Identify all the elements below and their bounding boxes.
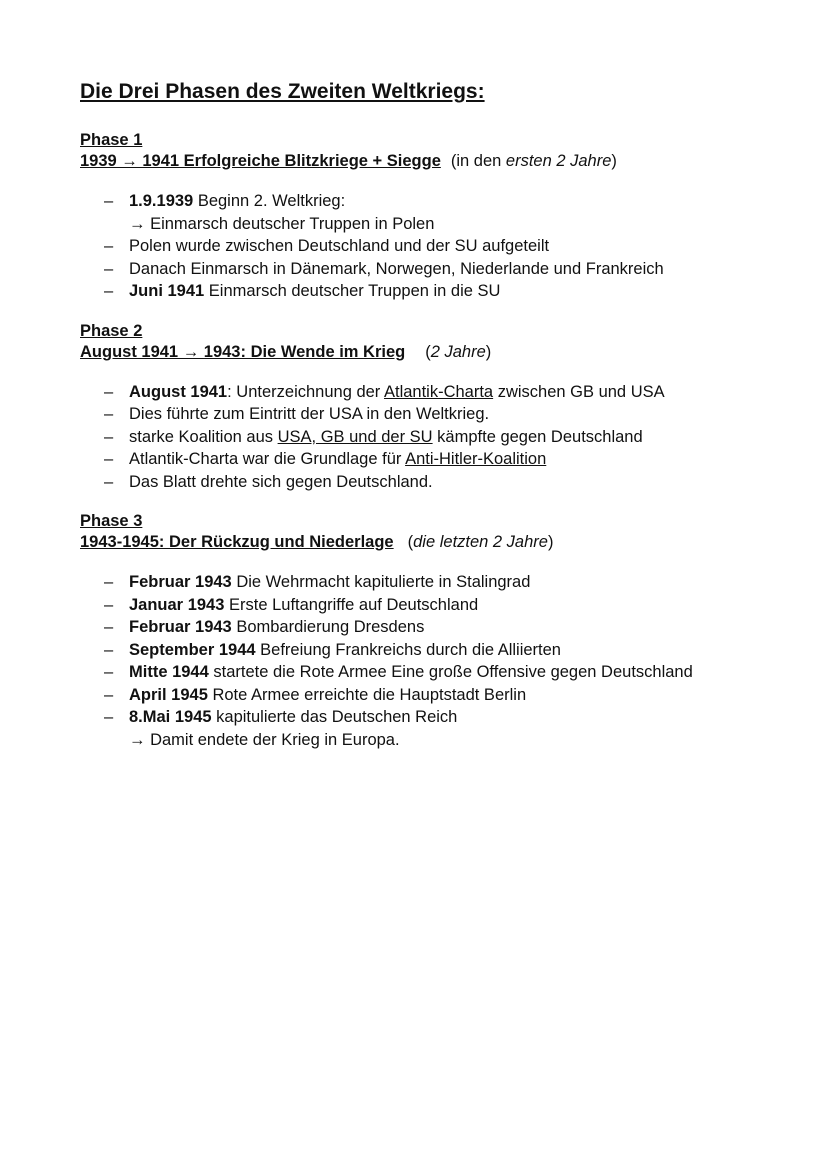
list-item — [80, 471, 780, 494]
dash-bullet: – — [104, 595, 114, 614]
list-item — [80, 448, 780, 471]
phase-heading-main: August 1941 → 1943: Die Wende im Krieg — [80, 342, 406, 361]
bullet-text: Beginn 2. Weltkrieg: — [193, 192, 346, 210]
list-item — [80, 258, 780, 281]
dash-bullet: – — [104, 685, 114, 704]
bullet-text-after: kämpfte gegen Deutschland — [432, 427, 643, 446]
phase-label: Phase 2 — [80, 321, 143, 340]
list-item — [80, 381, 780, 404]
bullet-text: Das Blatt drehte sich gegen Deutschland. — [129, 472, 433, 491]
note-suffix: ) — [611, 152, 617, 170]
bullet-date: August 1941 — [129, 382, 228, 401]
dash-bullet: – — [104, 640, 114, 659]
bullet-list — [80, 571, 780, 751]
note-suffix: ) — [547, 533, 554, 551]
note-italic: die letzten 2 Jahre — [413, 533, 548, 551]
dash-bullet: – — [104, 472, 114, 491]
bullet-subline: → Damit endete der Krieg in Europa. — [129, 730, 400, 749]
dash-bullet: – — [104, 382, 114, 401]
phase-heading — [80, 532, 780, 553]
note-prefix: ( — [425, 342, 431, 361]
bullet-list — [80, 381, 780, 494]
bullet-text: startete die Rote Armee Eine große Offensive gegen Deutschland — [208, 663, 693, 681]
bullet-text: Danach Einmarsch in Dänemark, Norwegen, Niederlande und Frankreich — [129, 259, 664, 278]
phase-label: Phase 3 — [80, 512, 143, 530]
note-italic: 2 Jahre — [430, 342, 486, 361]
phase-heading-note — [451, 152, 617, 170]
list-item — [80, 706, 780, 751]
phase-heading-main: 1943-1945: Der Rückzug und Niederlage — [80, 533, 394, 551]
bullet-text: Dies führte zum Eintritt der USA in den Weltkrieg. — [129, 405, 490, 423]
bullet-list — [80, 190, 780, 303]
bullet-date: September 1944 — [129, 640, 256, 659]
bullet-text: Einmarsch deutscher Truppen in die SU — [204, 282, 501, 300]
bullet-date: 1.9.1939 — [129, 192, 194, 210]
list-item — [80, 235, 780, 258]
note-suffix: ) — [485, 342, 492, 361]
phase-heading — [80, 151, 780, 172]
underlined-term: USA, GB und der SU — [277, 427, 433, 446]
bullet-date: Januar 1943 — [129, 595, 225, 614]
bullet-text: Atlantik-Charta war die Grundlage für — [129, 450, 406, 468]
bullet-text: Polen wurde zwischen Deutschland und der SU aufgeteilt — [129, 237, 550, 255]
phase-label: Phase 1 — [80, 131, 143, 149]
document-title: Die Drei Phasen des Zweiten Weltkriegs: — [80, 80, 485, 103]
dash-bullet: – — [104, 573, 114, 591]
bullet-text: : Unterzeichnung der — [227, 382, 384, 401]
note-prefix: (in den — [450, 152, 506, 170]
bullet-text: starke Koalition aus — [129, 427, 278, 446]
list-item — [80, 403, 780, 426]
dash-bullet: – — [104, 663, 114, 681]
list-item — [80, 190, 780, 235]
list-item — [80, 639, 780, 662]
bullet-date: Februar 1943 — [129, 573, 232, 591]
phase-heading-note — [425, 343, 491, 361]
list-item — [80, 616, 780, 639]
bullet-subline: → Einmarsch deutscher Truppen in Polen — [129, 214, 435, 233]
bullet-text: Befreiung Frankreichs durch die Alliierten — [255, 640, 561, 659]
bullet-date: Juni 1941 — [129, 282, 205, 300]
bullet-date: 8.Mai 1945 — [129, 708, 212, 726]
dash-bullet: – — [104, 192, 114, 210]
bullet-date: Mitte 1944 — [129, 663, 209, 681]
dash-bullet: – — [104, 427, 114, 446]
bullet-date: April 1945 — [129, 685, 208, 704]
phase-3-section — [80, 511, 780, 751]
list-item — [80, 571, 780, 594]
dash-bullet: – — [104, 618, 114, 636]
list-item — [80, 594, 780, 617]
bullet-date: Februar 1943 — [129, 618, 232, 636]
phase-1-section — [80, 130, 780, 303]
note-prefix: ( — [407, 533, 414, 551]
document-page — [80, 78, 780, 769]
dash-bullet: – — [104, 237, 114, 255]
list-item — [80, 661, 780, 684]
dash-bullet: – — [104, 450, 114, 468]
list-item — [80, 426, 780, 449]
dash-bullet: – — [104, 708, 114, 726]
phase-heading-note — [408, 533, 554, 551]
list-item — [80, 684, 780, 707]
bullet-text: Bombardierung Dresdens — [231, 618, 425, 636]
bullet-text: kapitulierte das Deutschen Reich — [211, 708, 458, 726]
underlined-term: Atlantik-Charta — [383, 382, 494, 401]
list-item — [80, 280, 780, 303]
dash-bullet: – — [104, 405, 114, 423]
bullet-text: Rote Armee erreichte die Hauptstadt Berlin — [207, 685, 527, 704]
dash-bullet: – — [104, 259, 114, 278]
bullet-text: Die Wehrmacht kapitulierte in Stalingrad — [231, 573, 531, 591]
phase-heading-main: 1939 → 1941 Erfolgreiche Blitzkriege + Siegge — [80, 152, 441, 170]
phase-heading — [80, 342, 780, 363]
bullet-text: Erste Luftangriffe auf Deutschland — [224, 595, 479, 614]
note-italic: ersten 2 Jahre — [505, 152, 612, 170]
dash-bullet: – — [104, 282, 114, 300]
phase-2-section — [80, 321, 780, 494]
underlined-term: Anti-Hitler-Koalition — [405, 450, 547, 468]
bullet-text-after: zwischen GB und USA — [493, 382, 665, 401]
